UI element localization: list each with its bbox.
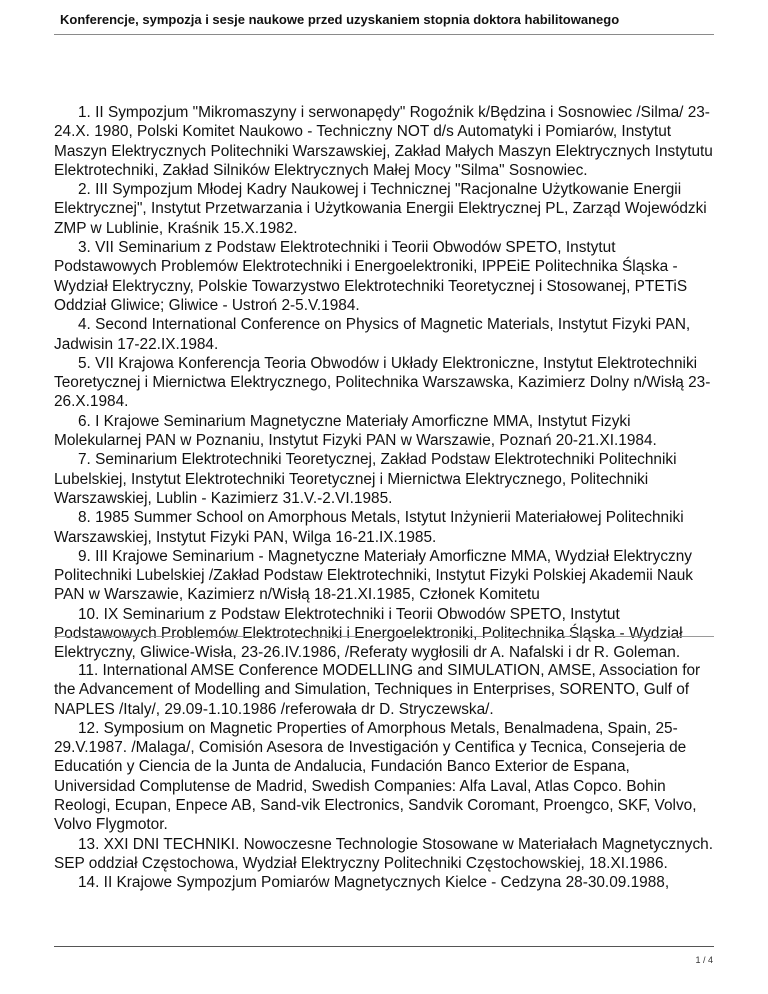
conference-entry-3: 3. VII Seminarium z Podstaw Elektrotechniki i Teorii Obwodów SPETO, Instytut Podstawowych Problemów Elektrotechniki i Energoelektroniki, IPPEiE Politechnika Śląska - Wydział Elektryczny, Polskie Towarzystwo Elektrotechniki Teoretycznej i Stosowanej, PTETiS Oddział Gliwice; Gliwice - Ustroń 2-5.V.1984. xyxy=(54,239,688,314)
conference-list-section-1 xyxy=(54,103,714,663)
conference-entry-2: 2. III Sympozjum Młodej Kadry Naukowej i Technicznej "Racjonalne Użytkowanie Energii Elektrycznej", Instytut Przetwarzania i Użytkowania Energii Elektrycznej PL, Zarząd Wojewódzki ZMP w Lublinie, Kraśnik 15.X.1982. xyxy=(54,181,707,237)
conference-entry-8: 8. 1985 Summer School on Amorphous Metals, Istytut Inżynierii Materiałowej Politechniki Warszawskiej, Instytut Fizyki PAN, Wilga 16-21.IX.1985. xyxy=(54,509,684,546)
conference-list-section-2 xyxy=(54,661,714,893)
page-header xyxy=(54,10,714,35)
conference-entry-5: 5. VII Krajowa Konferencja Teoria Obwodów i Układy Elektroniczne, Instytut Elektrotechniki Teoretycznej i Miernictwa Elektrycznego, Politechnika Warszawska, Kazimierz Dolny n/Wisłą 23-26.X.1984. xyxy=(54,354,711,411)
conference-entry-7: 7. Seminarium Elektrotechniki Teoretycznej, Zakład Podstaw Elektrotechniki Politechniki Lubelskiej, Instytut Elektrotechniki Teoretycznej i Miernictwa Elektrycznego, Politechniki Warszawskiej, Lublin - Kazimierz 31.V.-2.VI.1985. xyxy=(54,451,677,507)
conference-entry-10: 10. IX Seminarium z Podstaw Elektrotechniki i Teorii Obwodów SPETO, Instytut Podstawowych Problemów Elektrotechniki i Energoelektroniki, Politechnika Śląska - Wydział Elektryczny, Gliwice-Wisła, 23-26.IV.1986, /Referaty wygłosili dr A. Nafalski i dr R. Goleman. xyxy=(54,605,683,662)
document-title: Konferencje, sympozja i sesje naukowe przed uzyskaniem stopnia doktora habilitowanego xyxy=(60,12,620,27)
section-divider xyxy=(54,636,714,637)
conference-entry-12: 12. Symposium on Magnetic Properties of Amorphous Metals, Benalmadena, Spain, 25-29.V.1987. /Malaga/, Comisión Asesora de Investigación y Centifica y Tecnica, Consejeria de Educatión y Ciencia de la Junta de Andalucia, Fundación Banco Exterior de Espana, Universidad Complutense de Madrid, Swedish Companies: Alfa Laval, Atlas Copco. Bohin Reologi, Ecupan, Enpece AB, Sand-vik Electronics, Sandvik Coromant, Proengco, SKF, Volvo, Volvo Flygmotor. xyxy=(54,719,697,834)
conference-entry-11: 11. International AMSE Conference MODELLING and SIMULATION, AMSE, Association for the Advancement of Modelling and Simulation, Techniques in Enterprises, SORENTO, Gulf of NAPLES /Italy/, 29.09-1.10.1986 /referowała dr D. Stryczewska/. xyxy=(54,662,701,718)
page-number: 1 / 4 xyxy=(695,955,713,965)
footer-divider xyxy=(54,946,714,947)
conference-entry-4: 4. Second International Conference on Physics of Magnetic Materials, Instytut Fizyki PAN, Jadwisin 17-22.IX.1984. xyxy=(54,316,691,353)
conference-entry-9: 9. III Krajowe Seminarium - Magnetyczne Materiały Amorficzne MMA, Wydział Elektryczny Politechniki Lubelskiej /Zakład Podstaw Elektrotechniki, Instytut Fizyki Polskiej Akademii Nauk PAN w Warszawie, Kazimierz n/Wisłą 18-21.XI.1985, Członek Komitetu xyxy=(54,547,693,604)
conference-entry-13: 13. XXI DNI TECHNIKI. Nowoczesne Technologie Stosowane w Materiałach Magnetycznych. SEP oddział Częstochowa, Wydział Elektryczny Politechniki Częstochowskiej, 18.XI.1986. xyxy=(54,835,714,872)
conference-entry-6: 6. I Krajowe Seminarium Magnetyczne Materiały Amorficzne MMA, Instytut Fizyki Molekularnej PAN w Poznaniu, Instytut Fizyki PAN w Warszawie, Poznań 20-21.XI.1984. xyxy=(54,412,657,450)
conference-entry-1: 1. II Sympozjum "Mikromaszyny i serwonapędy" Rogoźnik k/Będzina i Sosnowiec /Silma/ 23-24.X. 1980, Polski Komitet Naukowo - Techniczny NOT d/s Automatyki i Pomiarów, Instytut Maszyn Elektrycznych Politechniki Warszawskiej, Zakład Małych Maszyn Elektrycznych Instytutu Elektrotechniki, Zakład Silników Elektrycznych Małej Mocy "Silma" Sosnowiec. xyxy=(54,104,713,179)
conference-entry-14: 14. II Krajowe Sympozjum Pomiarów Magnetycznych Kielce - Cedzyna 28-30.09.1988, xyxy=(78,874,670,892)
